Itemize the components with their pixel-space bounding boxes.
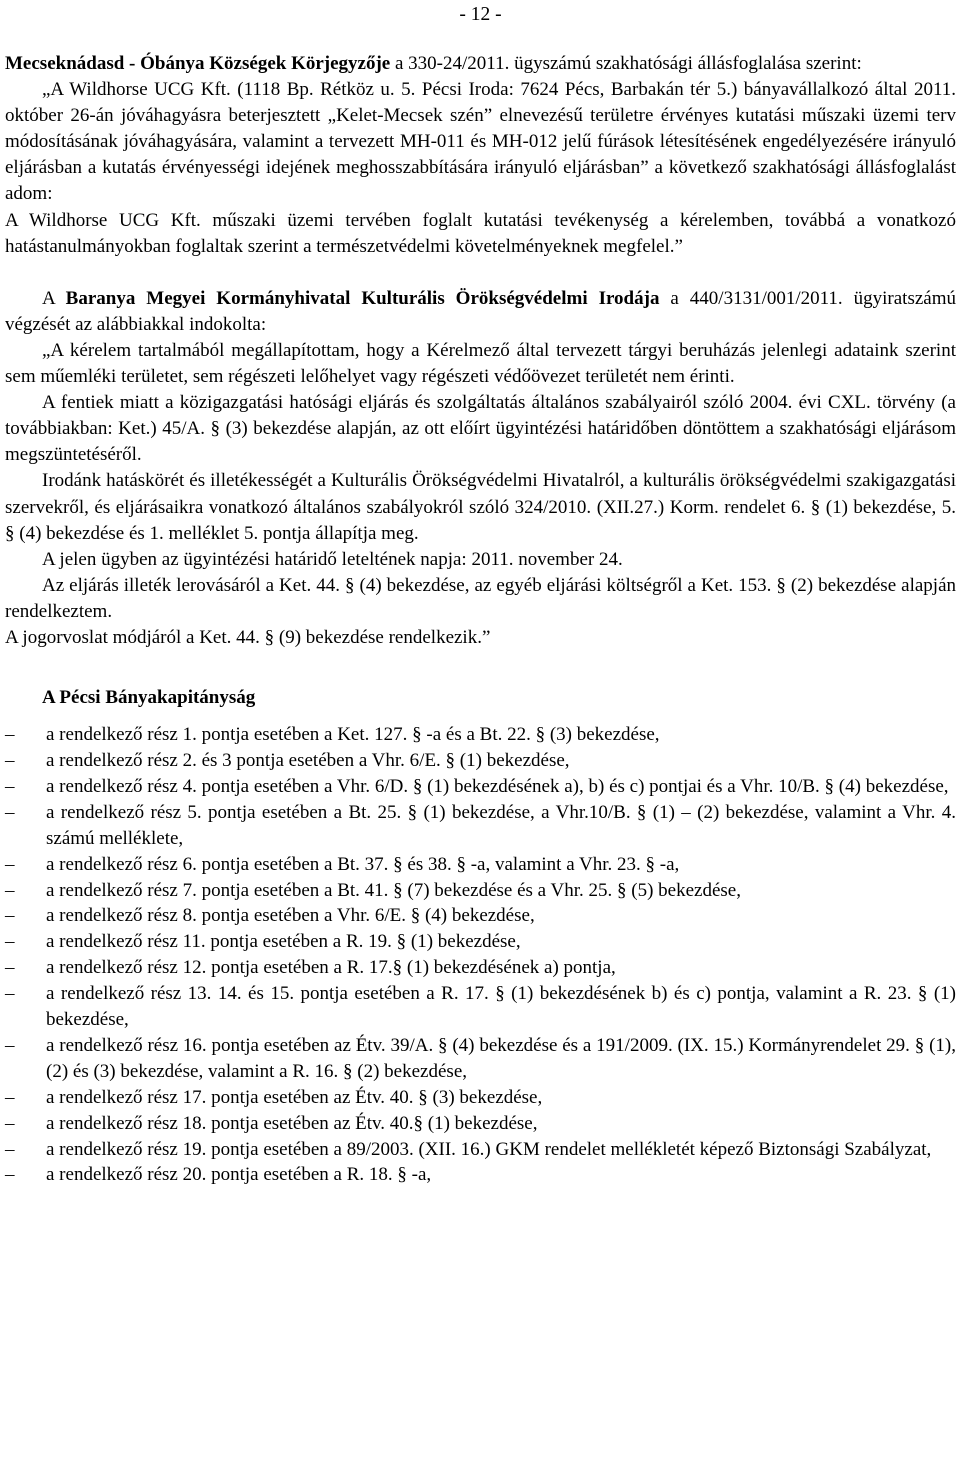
document-body (5, 51, 956, 1188)
list-item (5, 1111, 956, 1137)
dash-bullet: – (5, 1086, 15, 1108)
list-item-text: a rendelkező rész 11. pontja esetében a R. 19. § (1) bekezdése, (46, 931, 521, 953)
paragraph-decision: A Wildhorse UCG Kft. műszaki üzemi tervében foglalt kutatási tevékenység a kérelemben, továbbá a vonatkozó hatástanulmányokban foglaltak szerint a természetvédelmi követelményeknek megfelel.” (5, 209, 956, 257)
dash-bullet: – (5, 957, 15, 979)
authority-intro-text: a 330-24/2011. ügyszámú szakhatósági állásfoglalása szerint: (390, 53, 862, 74)
paragraph-quote-application: „A Wildhorse UCG Kft. (1118 Bp. Rétköz u. 5. Pécsi Iroda: 7624 Pécs, Barbakán tér 5.) bányavállalkozó által 2011. október 26-án jóváhagyásra beterjesztett „Kelet-Mecsek szén” elnevezésű területre érvényes kutatási műszaki üzemi terv módosításának jóváhagyására, valamint a tervezett MH-011 és MH-012 jelű fúrások létesítésének engedélyezésére irányuló eljárásban a kutatás érvényességi idejének meghosszabbítására irányuló eljárásban” a következő szakhatósági állásfoglalást adom: (5, 79, 956, 205)
list-item (5, 748, 956, 774)
list-item-text: a rendelkező rész 7. pontja esetében a Bt. 41. § (7) bekezdése és a Vhr. 25. § (5) bekezdése, (46, 879, 741, 901)
list-item (5, 929, 956, 955)
list-item (5, 1162, 956, 1188)
legal-basis-list (5, 722, 956, 1188)
list-item-text: a rendelkező rész 1. pontja esetében a Ket. 127. § -a és a Bt. 22. § (3) bekezdése, (46, 724, 660, 746)
dash-bullet: – (5, 775, 15, 797)
dash-bullet: – (5, 1034, 15, 1056)
list-item (5, 903, 956, 929)
list-item (5, 774, 956, 800)
dash-bullet: – (5, 1164, 15, 1186)
paragraph-authority-intro (5, 51, 956, 77)
dash-bullet: – (5, 879, 15, 901)
list-item-text: a rendelkező rész 6. pontja esetében a Bt. 37. § és 38. § -a, valamint a Vhr. 23. § -a, (46, 853, 680, 875)
authority-name: Mecseknádasd - Óbánya Községek Körjegyzője (5, 53, 391, 74)
list-item-text: a rendelkező rész 2. és 3 pontja esetében a Vhr. 6/E. § (1) bekezdése, (46, 749, 570, 771)
list-item (5, 1137, 956, 1163)
list-item (5, 981, 956, 1033)
dash-bullet: – (5, 931, 15, 953)
list-item-text: a rendelkező rész 18. pontja esetében az Étv. 40.§ (1) bekezdése, (46, 1112, 538, 1134)
list-item (5, 955, 956, 981)
paragraph-deadline: A jelen ügyben az ügyintézési határidő leteltének napja: 2011. november 24. (42, 548, 623, 570)
list-item-text: a rendelkező rész 20. pontja esetében a R. 18. § -a, (46, 1164, 432, 1186)
dash-bullet: – (5, 749, 15, 771)
dash-bullet: – (5, 801, 15, 823)
dash-bullet: – (5, 983, 15, 1005)
dash-bullet: – (5, 1138, 15, 1160)
spacer (5, 651, 956, 684)
list-item (5, 800, 956, 852)
list-item (5, 1033, 956, 1085)
list-item-text: a rendelkező rész 16. pontja esetében az Étv. 39/A. § (4) bekezdése és a 191/2009. (IX. 15.) Kormányrendelet 29. § (1), (2) és (3) bekezdése, valamint a R. 16. § (2) bekezdése, (46, 1034, 956, 1082)
spacer (5, 260, 956, 286)
list-item-text: a rendelkező rész 17. pontja esetében az Étv. 40. § (3) bekezdése, (46, 1086, 543, 1108)
paragraph-heritage-office: A Baranya Megyei Kormányhivatal Kulturális Örökségvédelmi Irodája a 440/3131/001/2011. ügyiratszámú végzését az alábbiakkal indokolta: (5, 287, 956, 335)
list-item (5, 878, 956, 904)
list-item (5, 852, 956, 878)
paragraph-competence: Irodánk hatáskörét és illetékességét a Kulturális Örökségvédelmi Hivatalról, a kulturális örökségvédelmi szakigazgatási szervekről, és eljárásaikra vonatkozó általános szabályokról szóló 324/2010. (XII.27.) Korm. rendelet 6. § (1) bekezdése, 5. § (4) bekezdése és 1. melléklet 5. pontja állapítja meg. (5, 470, 956, 544)
paragraph-remedy: A jogorvoslat módjáról a Ket. 44. § (9) bekezdése rendelkezik.” (5, 626, 491, 648)
paragraph-heritage-finding: „A kérelem tartalmából megállapítottam, hogy a Kérelmező által tervezett tárgyi beruházás jelenlegi adataink szerint sem műemléki területet, sem régészeti lelőhelyet vagy régészeti védőövezet területét nem érinti. (5, 339, 956, 388)
dash-bullet: – (5, 853, 15, 875)
list-item (5, 722, 956, 748)
heritage-office-name: Baranya Megyei Kormányhivatal Kulturális Örökségvédelmi Irodája (65, 287, 660, 309)
list-item-text: a rendelkező rész 4. pontja esetében a Vhr. 6/D. § (1) bekezdésének a), b) és c) pontjai és a Vhr. 10/B. § (4) bekezdése, (46, 775, 949, 797)
list-item-text: a rendelkező rész 12. pontja esetében a R. 17.§ (1) bekezdésének a) pontja, (46, 957, 616, 979)
dash-bullet: – (5, 1112, 15, 1134)
list-item-text: a rendelkező rész 19. pontja esetében a 89/2003. (XII. 16.) GKM rendelet mellékletét képező Biztonsági Szabályzat, (46, 1138, 932, 1160)
list-item-text: a rendelkező rész 5. pontja esetében a Bt. 25. § (1) bekezdése, a Vhr.10/B. § (1) – (2) bekezdése, valamint a Vhr. 4. számú melléklete, (46, 801, 956, 849)
page-number: - 12 - (459, 4, 502, 25)
paragraph-fees: Az eljárás illeték lerovásáról a Ket. 44. § (4) bekezdése, az egyéb eljárási költségről a Ket. 153. § (2) bekezdése alapján rendelkeztem. (5, 574, 956, 622)
list-item (5, 1085, 956, 1111)
list-item-text: a rendelkező rész 13. 14. és 15. pontja esetében a R. 17. § (1) bekezdésének b) és c) pontja, valamint a R. 23. § (1) bekezdése, (46, 983, 956, 1031)
dash-bullet: – (5, 905, 15, 927)
dash-bullet: – (5, 724, 15, 746)
section-heading: A Pécsi Bányakapitányság (42, 687, 256, 709)
paragraph-ket-basis: A fentiek miatt a közigazgatási hatósági eljárás és szolgáltatás általános szabályairól szóló 2004. évi CXL. törvény (a továbbiakban: Ket.) 45/A. § (3) bekezdése alapján, az ott előírt ügyintézési határidőben döntöttem a szakhatósági eljárásom megszüntetéséről. (5, 392, 956, 466)
list-item-text: a rendelkező rész 8. pontja esetében a Vhr. 6/E. § (4) bekezdése, (46, 905, 535, 927)
